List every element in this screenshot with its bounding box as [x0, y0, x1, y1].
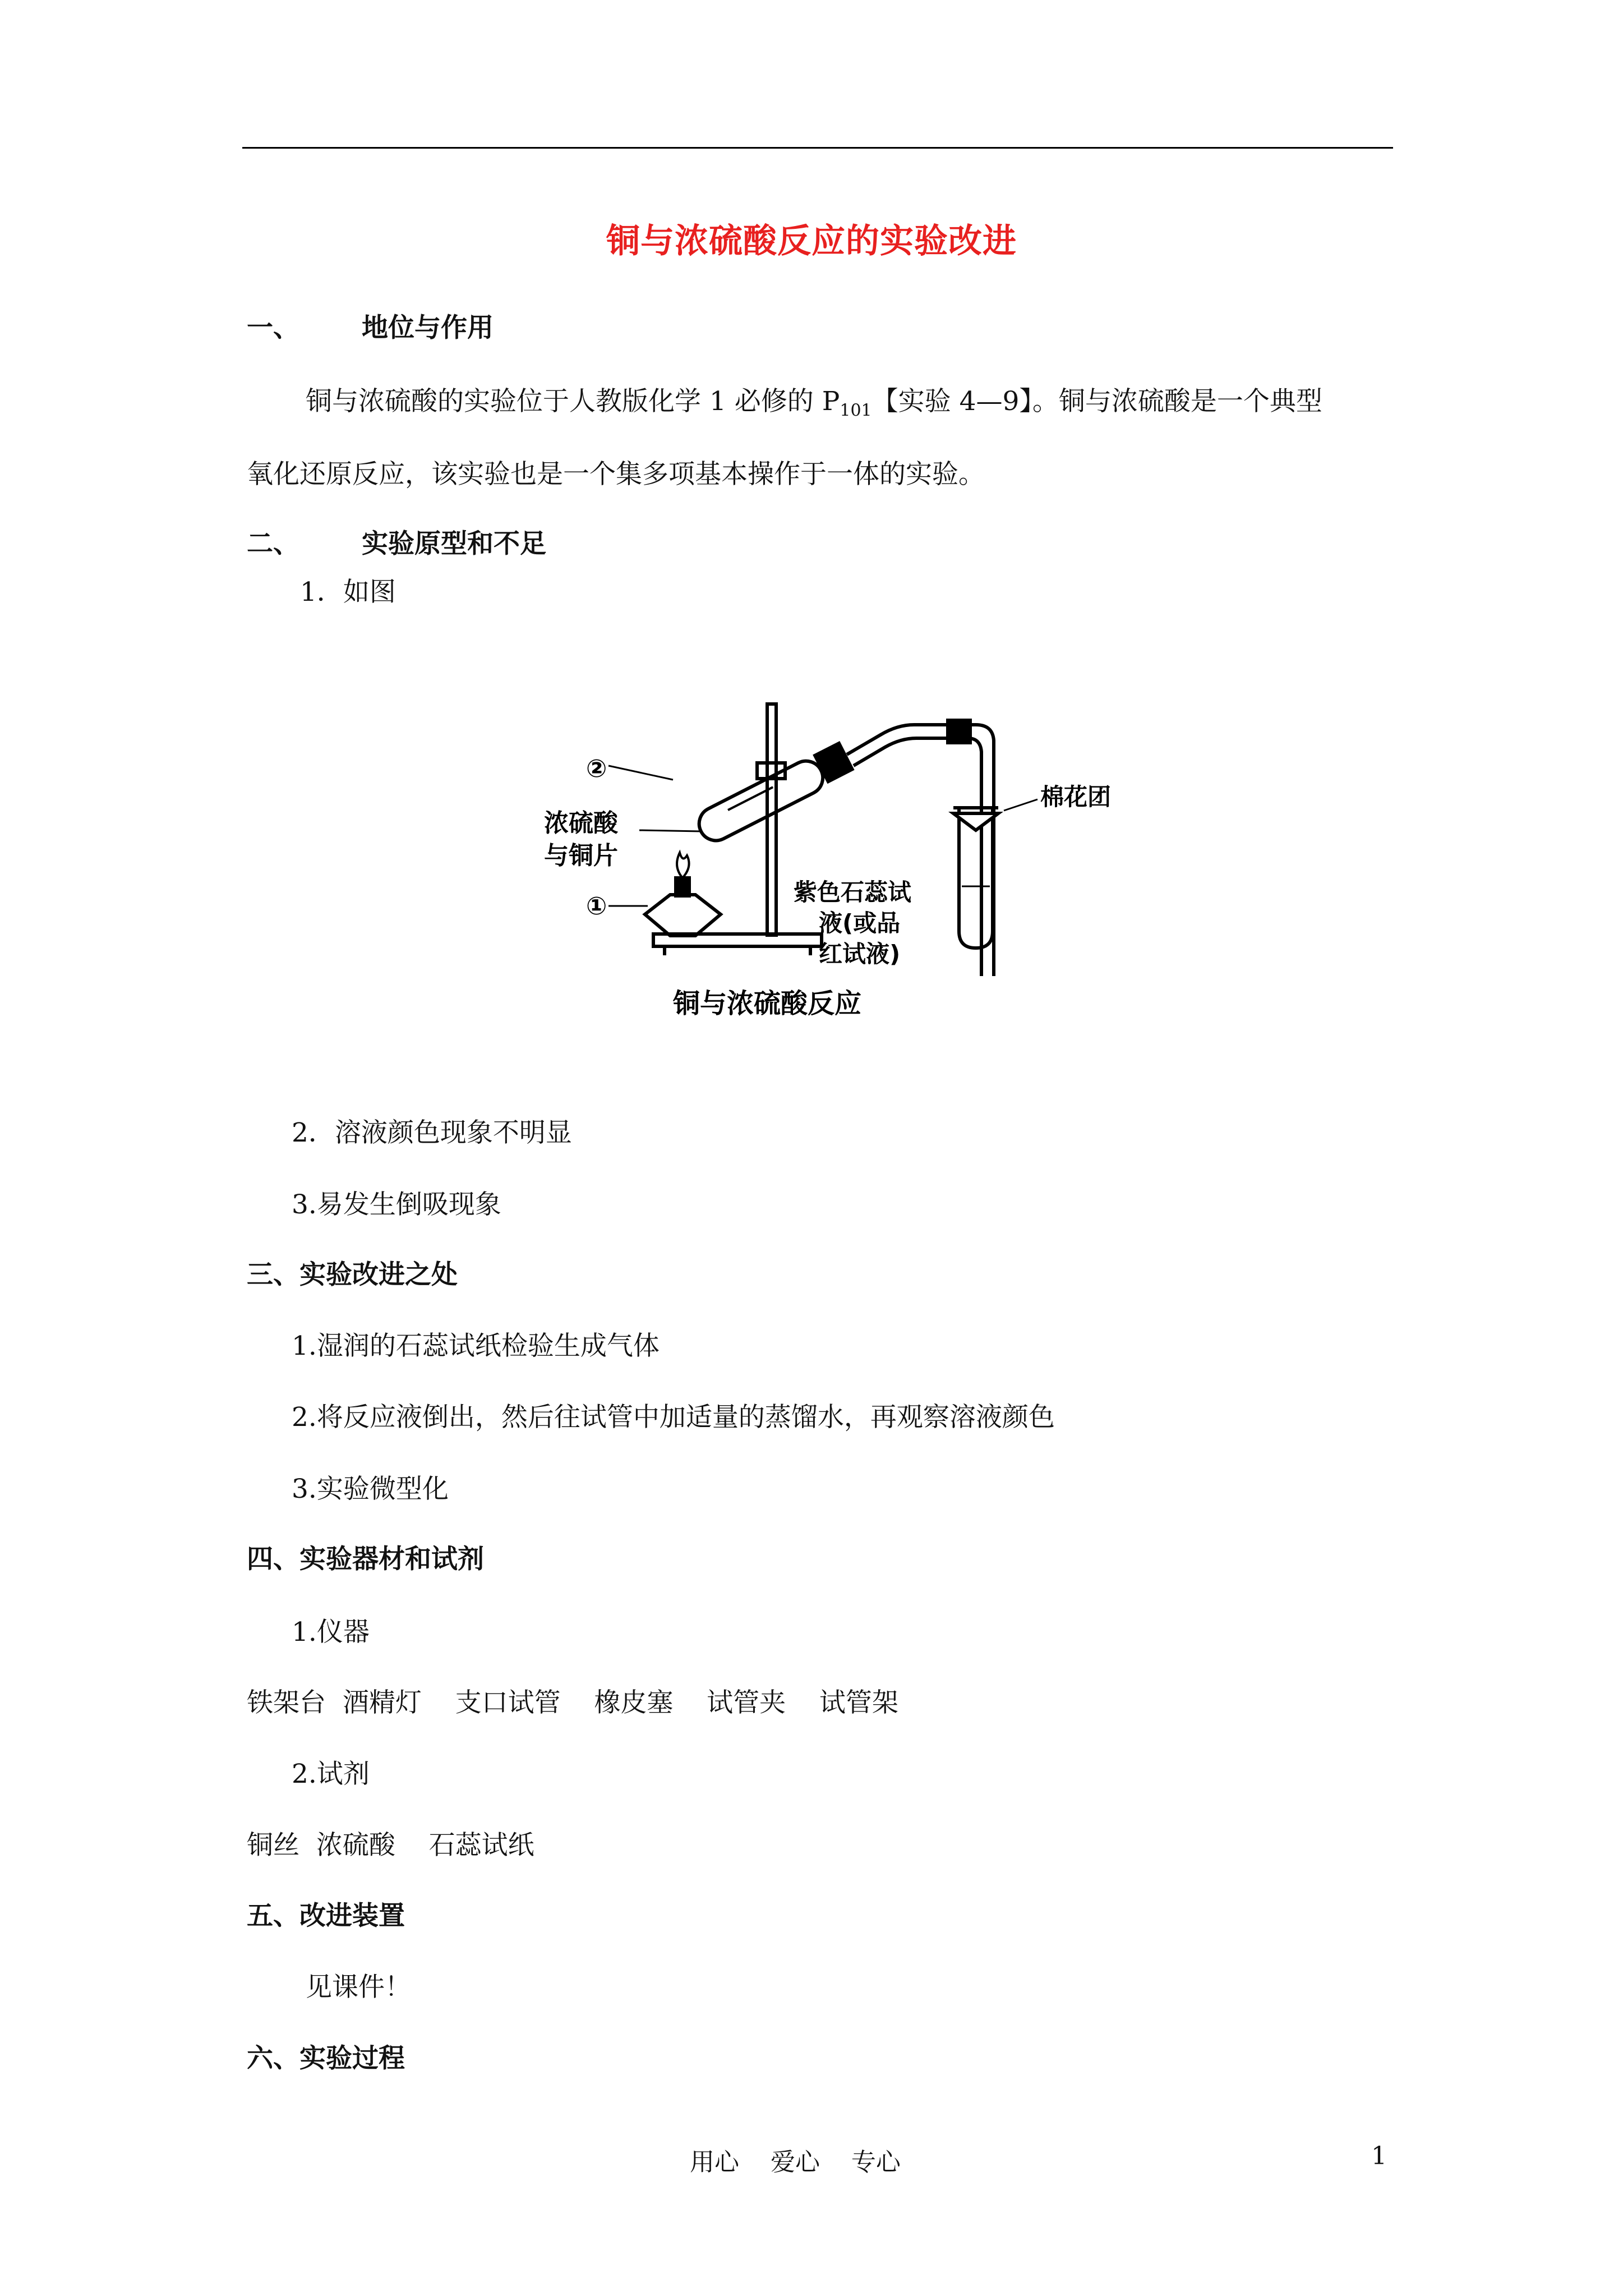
delivery-tube	[847, 725, 994, 976]
label-1: ①	[586, 892, 607, 921]
section-1-number: 一、	[247, 312, 299, 343]
section-1-title: 地位与作用	[362, 312, 494, 343]
litmus-label-line-2: 液(或品	[819, 909, 901, 937]
alcohol-lamp	[645, 895, 721, 936]
section-4-subheading-reagents: 2.试剂	[292, 1759, 370, 1789]
acid-label-line-1: 浓硫酸	[544, 809, 618, 838]
acid-label-line-2: 与铜片	[544, 841, 618, 870]
section-1-paragraph-line-1	[306, 385, 1322, 427]
section-1-paragraph-line-2: 氧化还原反应，该实验也是一个集多项基本操作于一体的实验。	[247, 459, 985, 490]
rubber-stopper	[815, 743, 852, 781]
section-3-heading: 三、实验改进之处	[247, 1259, 458, 1290]
section-6-heading: 六、实验过程	[247, 2043, 405, 2074]
header-rule	[242, 147, 1393, 149]
footer-motto: 用心 爱心 专心	[690, 2148, 901, 2177]
section-3-item-1: 1.湿润的石蕊试纸检验生成气体	[292, 1331, 660, 1361]
page-subscript: 101	[840, 401, 872, 421]
section-2-item-1: 1．如图	[300, 577, 396, 608]
litmus-label-line-1: 紫色石蕊试	[794, 878, 912, 906]
section-2-heading	[247, 527, 546, 561]
reaction-test-tube	[693, 755, 828, 846]
paragraph-text-b: 【实验 4—9】。铜与浓硫酸是一个典型	[872, 386, 1322, 417]
section-4-heading: 四、实验器材和试剂	[247, 1544, 484, 1575]
section-1-heading	[247, 311, 494, 345]
section-2-item-3: 3.易发生倒吸现象	[292, 1189, 501, 1220]
section-5-text: 见课件！	[306, 1972, 411, 2003]
section-4-subheading-instruments: 1.仪器	[292, 1617, 370, 1648]
page-title: 铜与浓硫酸反应的实验改进	[606, 222, 1017, 261]
apparatus-figure	[533, 684, 1122, 1032]
label-2: ②	[586, 754, 607, 783]
section-2-item-2: 2．溶液颜色现象不明显	[292, 1117, 572, 1148]
paragraph-text-a: 铜与浓硫酸的实验位于人教版化学 1 必修的 P	[306, 386, 840, 417]
stand-rod	[767, 704, 776, 935]
cotton-label: 棉花团	[1040, 783, 1112, 811]
section-5-heading: 五、改进装置	[247, 1901, 405, 1931]
reagent-list: 铜丝 浓硫酸 石蕊试纸	[247, 1830, 534, 1861]
page-number: 1	[1371, 2142, 1387, 2170]
instrument-list: 铁架台 酒精灯 支口试管 橡皮塞 试管夹 试管架	[247, 1687, 898, 1718]
figure-caption: 铜与浓硫酸反应	[673, 988, 862, 1019]
section-3-item-2: 2.将反应液倒出，然后往试管中加适量的蒸馏水，再观察溶液颜色	[292, 1402, 1055, 1433]
section-2-number: 二、	[247, 528, 299, 559]
section-3-item-3: 3.实验微型化	[292, 1474, 449, 1504]
litmus-label-line-3: 红试液)	[819, 940, 901, 968]
section-2-title: 实验原型和不足	[362, 528, 546, 559]
